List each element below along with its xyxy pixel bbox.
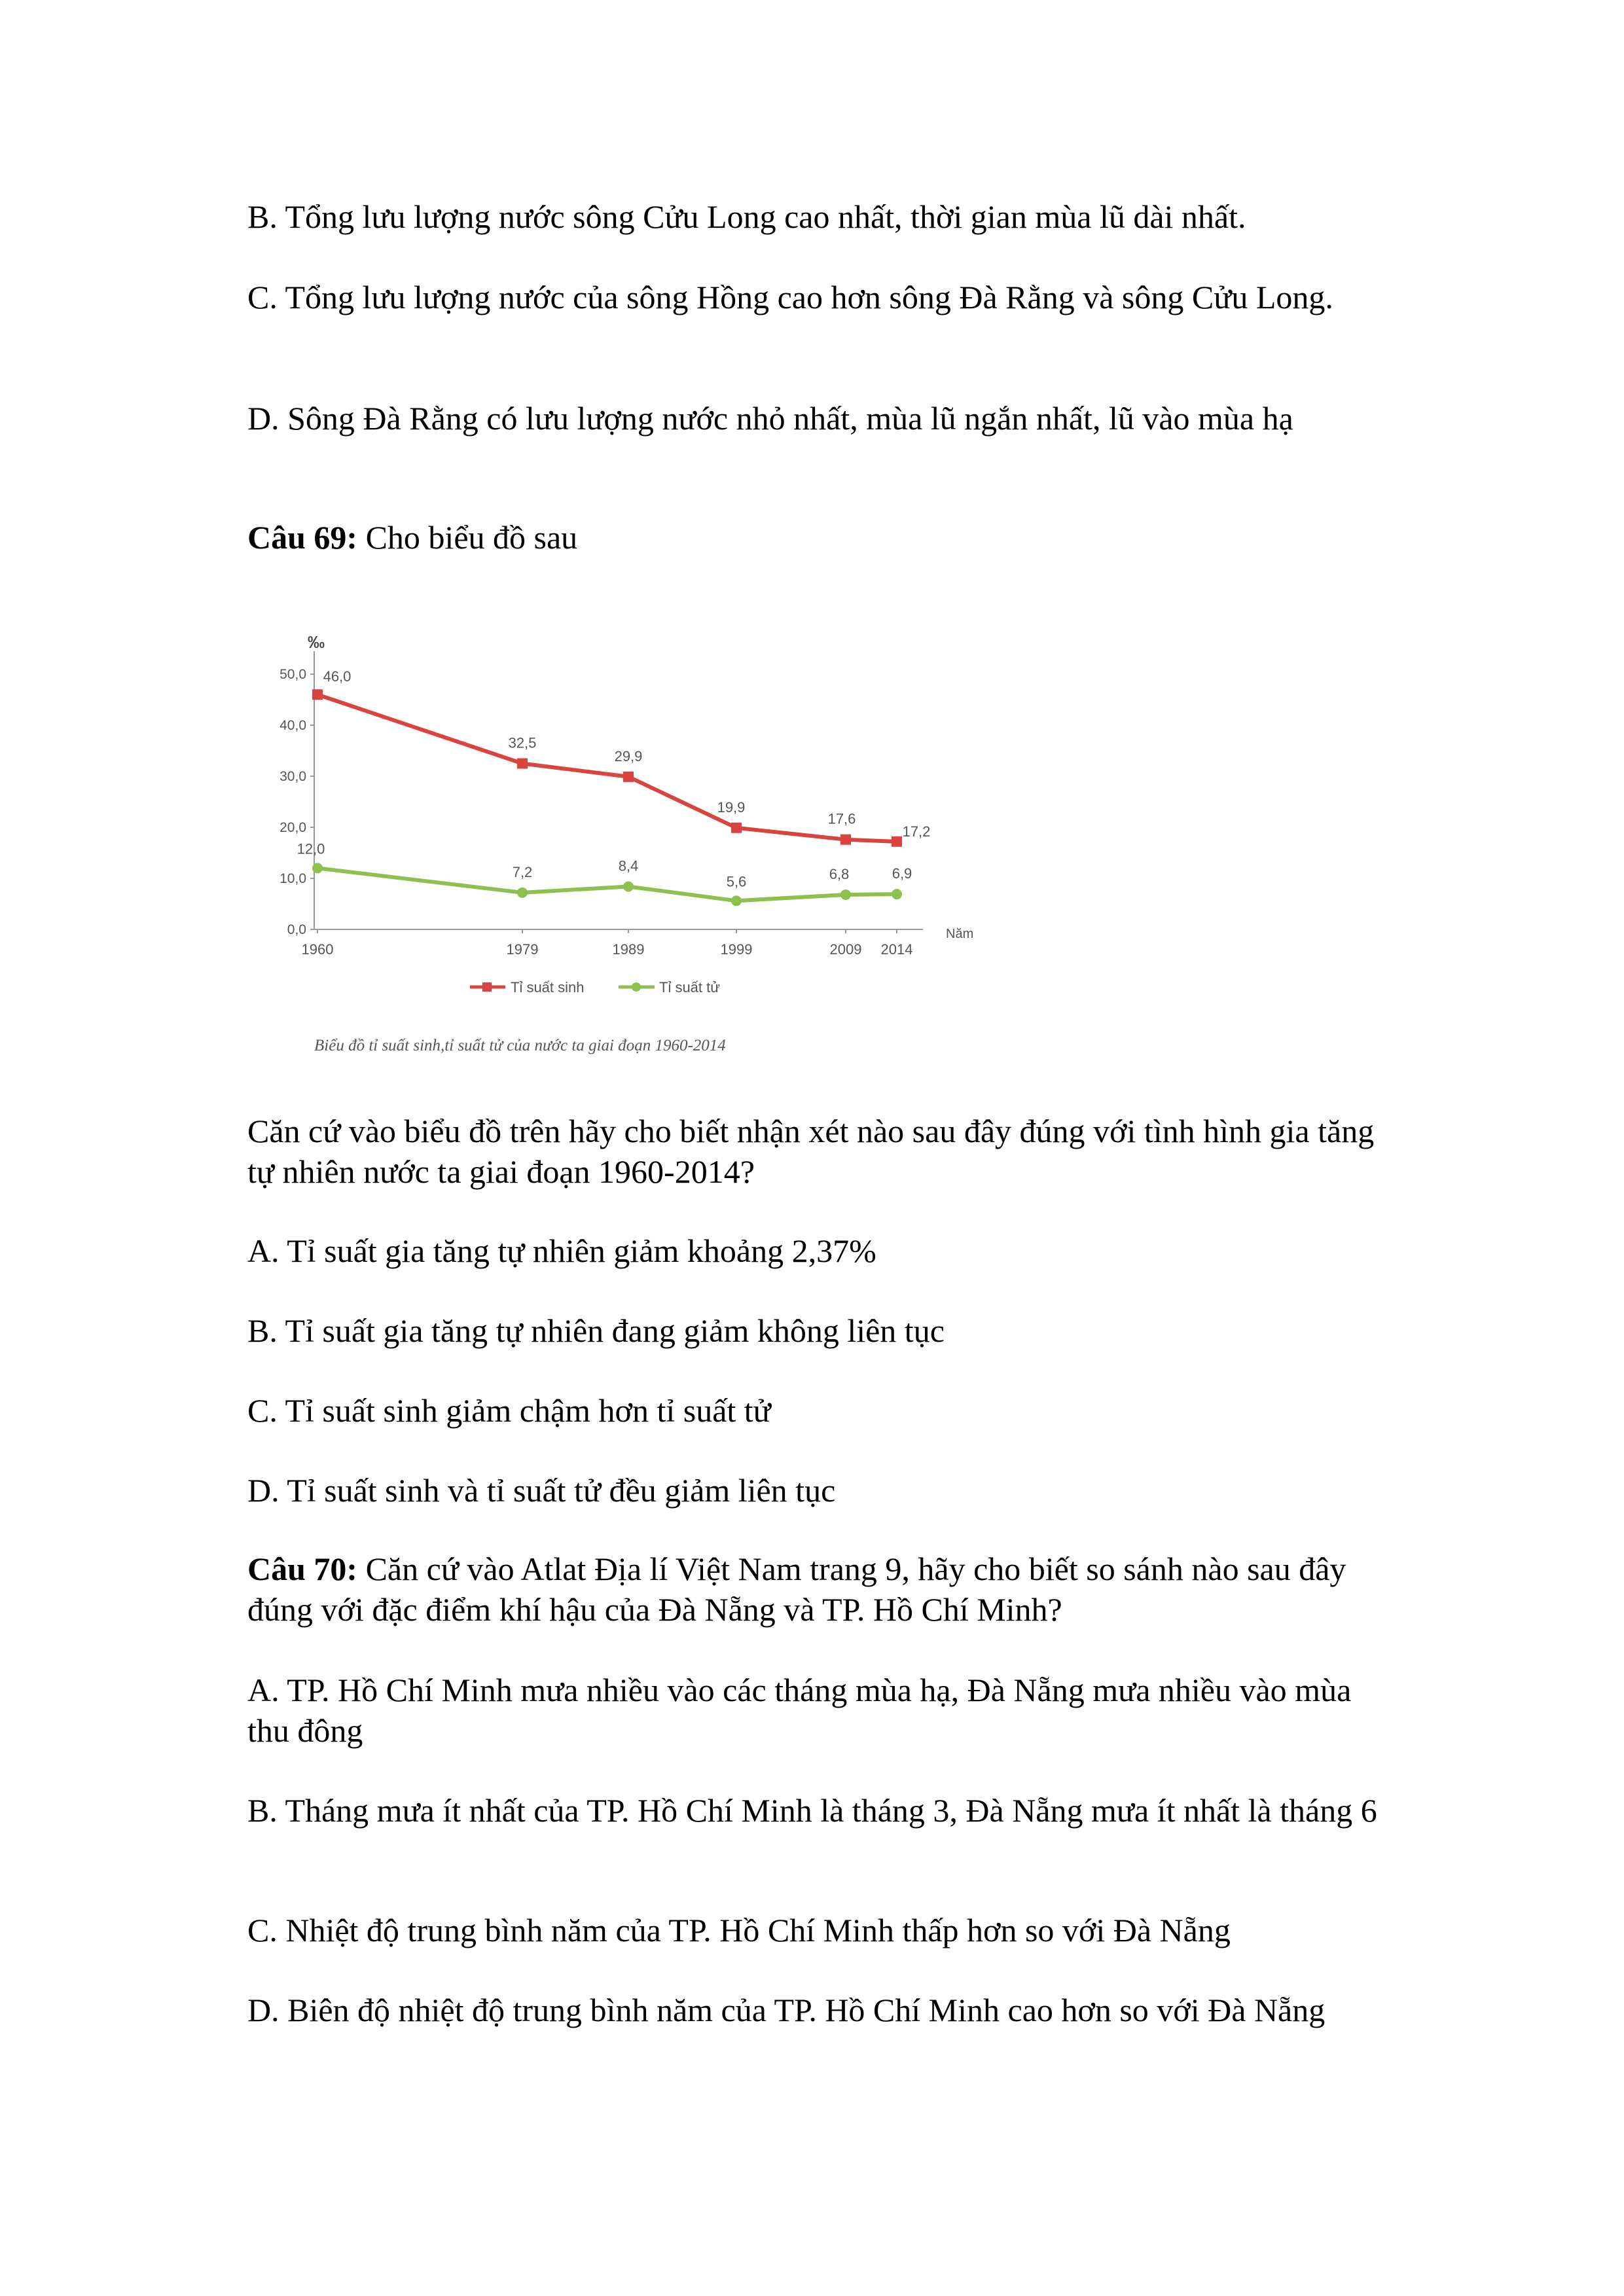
legend-birth-label: Tỉ suất sinh	[511, 979, 585, 996]
y-axis-unit: ‰	[308, 632, 325, 652]
data-label: 12,0	[297, 840, 325, 857]
death-rate-point	[517, 888, 528, 898]
birth-rate-point	[517, 759, 528, 769]
q69-text: Cho biểu đồ sau	[357, 519, 578, 556]
y-tick-label: 50,0	[280, 667, 306, 682]
q69-option-d: D. Tỉ suất sinh và tỉ suất tử đều giảm liên tục	[247, 1472, 836, 1509]
series-line-birth-rate	[317, 694, 897, 842]
q69-prompt	[247, 517, 1399, 558]
data-label: 6,8	[829, 865, 850, 882]
q69-option-a: A. Tỉ suất gia tăng tự nhiên giảm khoảng 2,37%	[247, 1232, 876, 1269]
q70-option-a: A. TP. Hồ Chí Minh mưa nhiều vào các tháng mùa hạ, Đà Nẵng mưa nhiều vào mùa thu đông	[247, 1672, 1352, 1749]
data-label: 5,6	[726, 873, 747, 890]
x-axis-title: Năm	[946, 927, 974, 941]
y-tick-label: 40,0	[280, 718, 306, 733]
death-rate-point	[892, 889, 902, 899]
legend-death-label: Tỉ suất tử	[659, 979, 720, 996]
data-label: 19,9	[717, 798, 746, 816]
q69-option-b: B. Tỉ suất gia tăng tự nhiên đang giảm không liên tục	[247, 1312, 945, 1349]
data-label: 17,6	[827, 810, 856, 827]
x-tick-label: 2014	[880, 941, 913, 958]
y-tick-label: 10,0	[280, 871, 306, 886]
data-label: 32,5	[508, 734, 537, 751]
x-tick-label: 1979	[506, 941, 539, 958]
death-rate-point	[623, 881, 634, 891]
q69-label: Câu 69:	[247, 519, 358, 556]
q69-question: Căn cứ vào biểu đồ trên hãy cho biết nhận xét nào sau đây đúng với tình hình gia tăng tự nhiên nước ta giai đoạn 1960-2014?	[247, 1113, 1375, 1190]
data-label: 6,9	[892, 865, 912, 882]
birth-rate-point	[892, 836, 902, 847]
data-label: 7,2	[512, 863, 533, 880]
q70-option-c: C. Nhiệt độ trung bình năm của TP. Hồ Chí Minh thấp hơn so với Đà Nẵng	[247, 1912, 1231, 1948]
y-tick-label: 20,0	[280, 820, 306, 835]
death-rate-point	[840, 889, 851, 900]
x-tick-label: 2009	[829, 941, 862, 958]
birth-death-rate-chart	[249, 605, 1008, 1077]
data-label: 29,9	[614, 747, 643, 764]
q70-text: Căn cứ vào Atlat Địa lí Việt Nam trang 9, hãy cho biết so sánh nào sau đây đúng với đặc điểm khí hậu của Đà Nẵng và TP. Hồ Chí Minh?	[247, 1551, 1346, 1628]
q68-option-b: B. Tổng lưu lượng nước sông Cửu Long cao nhất, thời gian mùa lũ dài nhất.	[247, 198, 1246, 235]
q70-prompt	[247, 1549, 1399, 1630]
x-tick-label: 1999	[720, 941, 753, 958]
y-tick-label: 30,0	[280, 769, 306, 784]
birth-rate-point	[623, 772, 634, 782]
chart-caption: Biểu đồ tỉ suất sinh,tỉ suất tử của nước ta giai đoạn 1960-2014	[314, 1037, 726, 1054]
birth-rate-point	[840, 834, 851, 845]
q68-option-c: C. Tổng lưu lượng nước của sông Hồng cao hơn sông Đà Rằng và sông Cửu Long.	[247, 279, 1333, 315]
q70-option-b: B. Tháng mưa ít nhất của TP. Hồ Chí Minh là tháng 3, Đà Nẵng mưa ít nhất là tháng 6	[247, 1792, 1377, 1829]
data-label: 17,2	[902, 823, 931, 840]
birth-rate-point	[312, 689, 323, 700]
q69-option-c: C. Tỉ suất sinh giảm chậm hơn tỉ suất tử	[247, 1392, 771, 1429]
x-tick-label: 1989	[612, 941, 645, 958]
chart-svg	[249, 605, 1008, 1077]
q70-option-d: D. Biên độ nhiệt độ trung bình năm của TP. Hồ Chí Minh cao hơn so với Đà Nẵng	[247, 1992, 1326, 2028]
q70-label: Câu 70:	[247, 1551, 358, 1587]
data-label: 8,4	[618, 857, 639, 874]
y-tick-label: 0,0	[287, 922, 306, 937]
legend-birth-marker	[482, 982, 492, 992]
legend-death-marker	[632, 982, 641, 992]
x-tick-label: 1960	[301, 941, 334, 958]
data-label: 46,0	[323, 668, 352, 685]
q68-option-d: D. Sông Đà Rằng có lưu lượng nước nhỏ nhất, mùa lũ ngắn nhất, lũ vào mùa hạ	[247, 400, 1293, 437]
death-rate-point	[312, 863, 323, 873]
death-rate-point	[731, 895, 742, 906]
birth-rate-point	[731, 823, 742, 833]
